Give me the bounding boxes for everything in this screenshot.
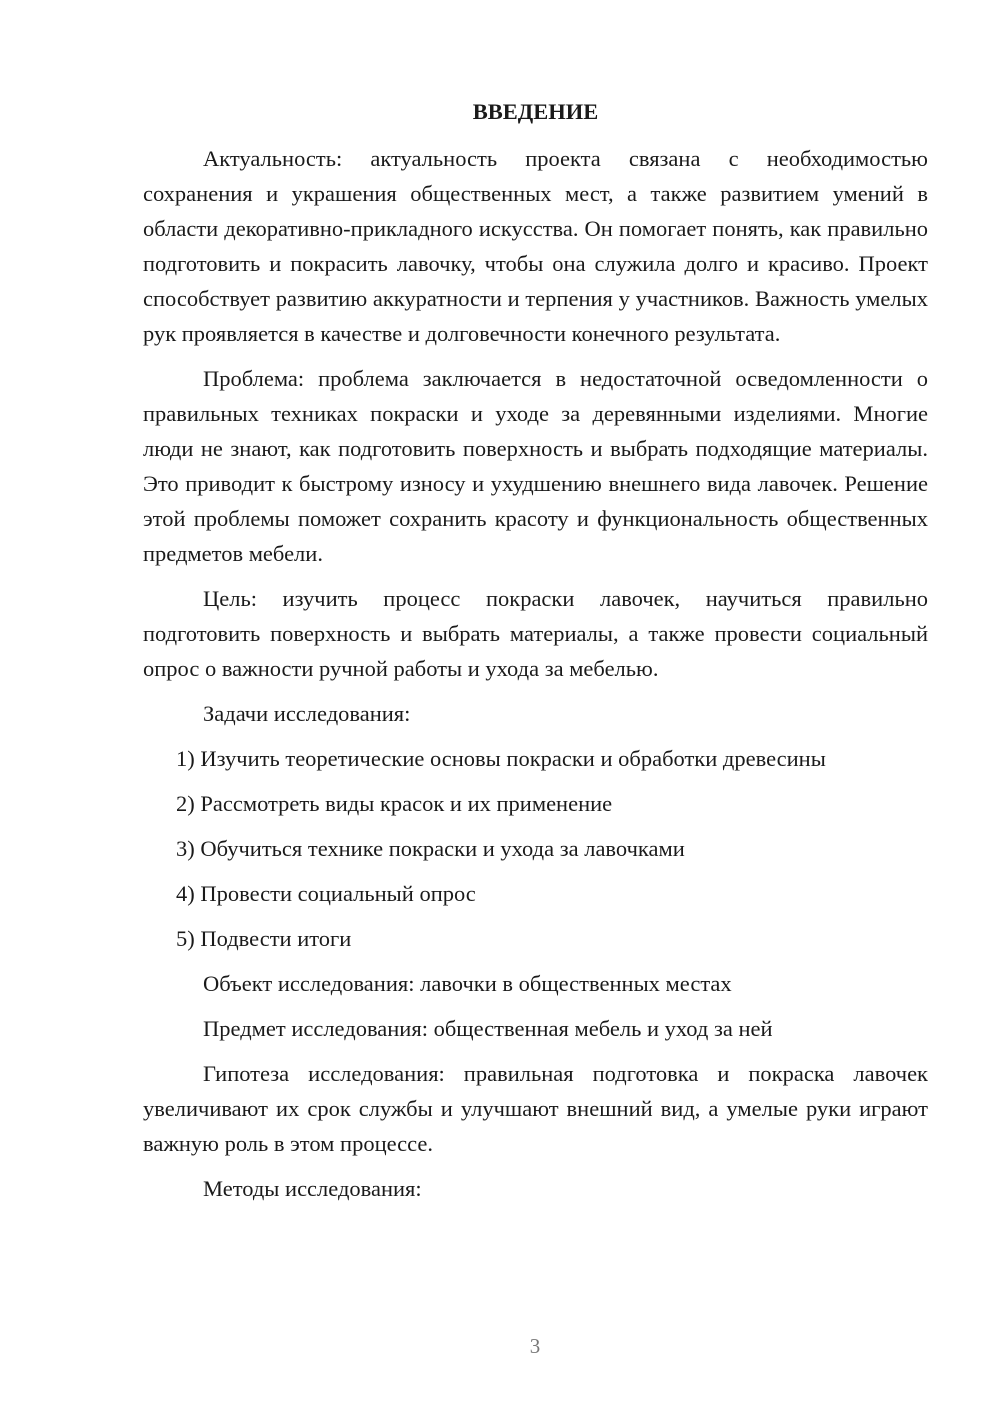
page-title: ВВЕДЕНИЕ [472,99,599,124]
paragraph-goal: Цель: изучить процесс покраски лавочек, научиться правильно подготовить поверхность и выбрать материалы, а также провести социальный опрос о важности ручной работы и ухода за мебелью. [143,586,928,681]
research-subject: Предмет исследования: общественная мебель и уход за ней [203,1016,773,1041]
research-object: Объект исследования: лавочки в общественных местах [203,971,732,996]
research-hypothesis: Гипотеза исследования: правильная подготовка и покраска лавочек увеличивают их срок службы и улучшают внешний вид, а умелые руки играют важную роль в этом процессе. [143,1061,928,1156]
paragraph-problem: Проблема: проблема заключается в недостаточной осведомленности о правильных техниках покраски и уходе за деревянными изделиями. Многие люди не знают, как подготовить поверхность и выбрать подходящие материалы. Это приводит к быстрому износу и ухудшению внешнего вида лавочек. Решение этой проблемы поможет сохранить красоту и функциональность общественных предметов мебели. [143,366,928,566]
methods-heading: Методы исследования: [203,1176,422,1201]
task-item: 4) Провести социальный опрос [176,881,476,906]
task-item: 5) Подвести итоги [176,926,352,951]
page-number: 3 [529,1334,541,1358]
task-item: 3) Обучиться технике покраски и ухода за лавочками [176,836,685,861]
tasks-heading: Задачи исследования: [203,701,411,726]
task-item: 1) Изучить теоретические основы покраски и обработки древесины [176,746,826,771]
page-content [143,94,928,1216]
paragraph-relevance: Актуальность: актуальность проекта связана с необходимостью сохранения и украшения общественных мест, а также развитием умений в области декоративно-прикладного искусства. Он помогает понять, как правильно подготовить и покрасить лавочку, чтобы она служила долго и красиво. Проект способствует развитию аккуратности и терпения у участников. Важность умелых рук проявляется в качестве и долговечности конечного результата. [143,146,928,346]
task-item: 2) Рассмотреть виды красок и их применение [176,791,613,816]
